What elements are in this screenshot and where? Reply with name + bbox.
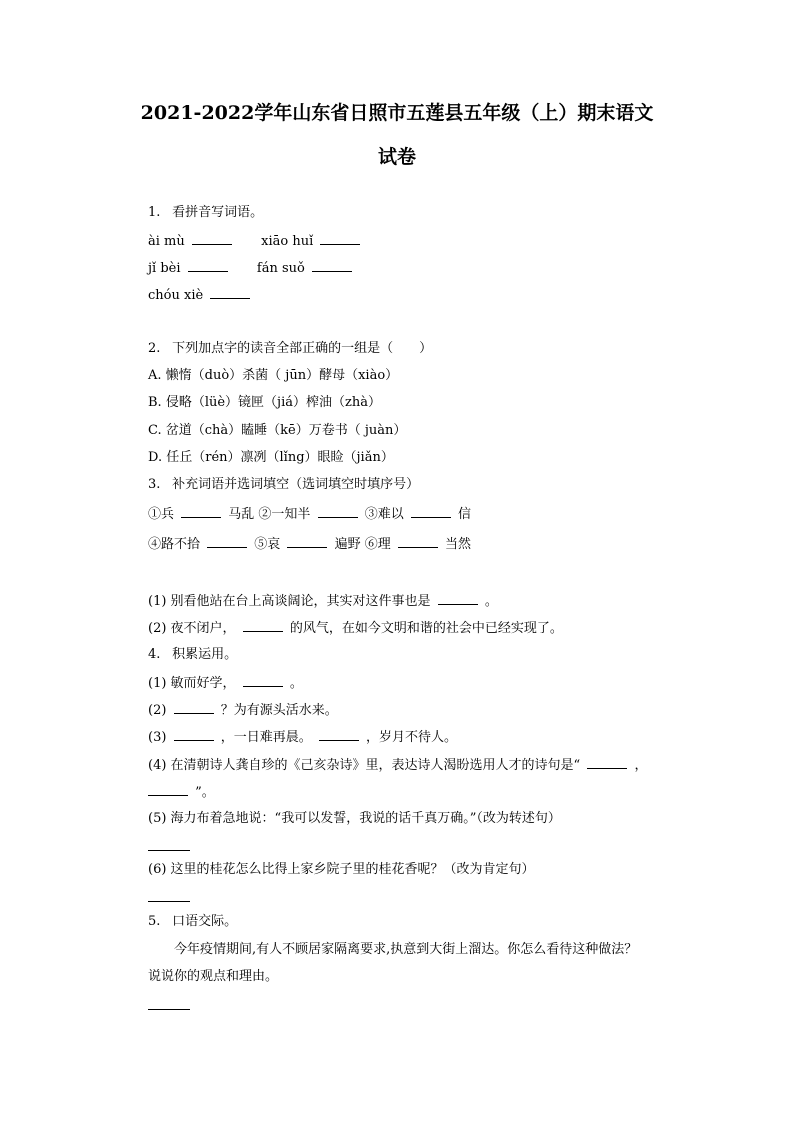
answer-blank[interactable] [148, 997, 190, 1010]
sentence-end: 的风气，在如今文明和谐的社会中已经实现了。 [289, 621, 563, 636]
q2-stem: 下列加点字的读音全部正确的一组是（ ） [172, 341, 433, 356]
item-text: (2) [148, 703, 167, 718]
answer-blank[interactable] [148, 889, 190, 902]
item-text: (3) [148, 730, 167, 745]
answer-blank[interactable] [243, 674, 283, 687]
item-end: ”。 [195, 785, 215, 800]
q3-words-row2 [148, 535, 471, 554]
q3-sentence-2 [148, 619, 563, 638]
word-2: 马乱 ②一知半 [228, 507, 311, 522]
answer-blank[interactable] [188, 259, 228, 272]
q4-number: 4. [148, 647, 161, 662]
sentence-text: (2) 夜不闭户， [148, 621, 236, 636]
item-mid: ， [634, 758, 648, 773]
q2-option-c[interactable]: C. 岔道（chà）瞌睡（kē）万卷书（ juàn） [148, 423, 407, 438]
item-end: 。 [289, 676, 303, 691]
q4-item-6: (6) 这里的桂花怎么比得上家乡院子里的桂花香呢？（改为肯定句） [148, 862, 535, 877]
q4-item-2 [148, 701, 338, 720]
item-mid: ，一日难再晨。 [220, 730, 312, 745]
q4-item-4 [148, 756, 648, 775]
q5-number: 5. [148, 914, 161, 929]
q5-paragraph-2: 说说你的观点和理由。 [148, 969, 279, 984]
q2-option-d[interactable]: D. 任丘（rén）凛冽（lǐng）眼睑（jiǎn） [148, 450, 394, 465]
q4-stem-line [148, 646, 237, 664]
answer-blank[interactable] [148, 783, 188, 796]
item-text: (4) 在清朝诗人龚自珍的《己亥杂诗》里，表达诗人渴盼选用人才的诗句是“ [148, 758, 581, 773]
word-5: ⑤哀 [254, 537, 281, 552]
q5-answer [148, 997, 193, 1016]
q2-option-a[interactable]: A. 懒惰（duò）杀菌（ jūn）酵母（xiào） [148, 368, 399, 383]
pinyin-1: ài mù [148, 234, 185, 249]
exam-title-line1: 2021-2022学年山东省日照市五莲县五年级（上）期末语文 [140, 102, 654, 124]
answer-blank[interactable] [320, 232, 360, 245]
answer-blank[interactable] [411, 505, 451, 518]
q4-item-4-cont [148, 783, 215, 802]
exam-title-line2: 试卷 [377, 146, 416, 168]
word-3-end: 信 [458, 507, 472, 522]
word-1: ①兵 [148, 507, 175, 522]
q4-item-5: (5) 海力布着急地说：“我可以发誓，我说的话千真万确。”（改为转述句） [148, 811, 561, 826]
sentence-end: 。 [484, 594, 498, 609]
answer-blank[interactable] [438, 592, 478, 605]
item-text: (1) 敏而好学， [148, 676, 236, 691]
pinyin-3: jǐ bèi [148, 261, 181, 276]
item-end: ？为有源头活水来。 [220, 703, 338, 718]
answer-blank[interactable] [587, 756, 627, 769]
q5-stem-line [148, 913, 237, 931]
q5-stem: 口语交际。 [172, 914, 238, 929]
answer-blank[interactable] [174, 728, 214, 741]
answer-blank[interactable] [148, 838, 190, 851]
pinyin-5: chóu xiè [148, 288, 204, 303]
pinyin-4: fán suǒ [256, 261, 305, 276]
item-end: ，岁月不待人。 [366, 730, 458, 745]
q5-prompt: 今年疫情期间,有人不顾居家隔离要求,执意到大街上溜达。你怎么看待这种做法？ [174, 942, 638, 957]
q3-number: 3. [148, 477, 161, 492]
answer-blank[interactable] [319, 728, 359, 741]
sentence-text: (1) 别看他站在台上高谈阔论，其实对这件事也是 [148, 594, 431, 609]
q3-stem-line [148, 476, 419, 494]
answer-blank[interactable] [312, 259, 352, 272]
q2-stem-line [148, 340, 432, 358]
answer-blank[interactable] [207, 535, 247, 548]
q3-stem: 补充词语并选词填空（选词填空时填序号） [172, 477, 420, 492]
answer-blank[interactable] [181, 505, 221, 518]
answer-blank[interactable] [287, 535, 327, 548]
q3-sentence-1 [148, 592, 498, 611]
q1-stem: 看拼音写词语。 [172, 205, 264, 220]
answer-blank[interactable] [192, 232, 232, 245]
answer-blank[interactable] [174, 701, 214, 714]
word-6: 遍野 ⑥理 [334, 537, 391, 552]
q4-item-6-answer [148, 889, 193, 908]
q1-row2 [148, 259, 355, 278]
word-3: ③难以 [364, 507, 404, 522]
answer-blank[interactable] [398, 535, 438, 548]
q1-stem-line [148, 204, 263, 222]
word-4: ④路不拾 [148, 537, 201, 552]
q1-row3 [148, 286, 253, 305]
q1-row1 [148, 232, 363, 251]
q2-number: 2. [148, 341, 161, 356]
q4-stem: 积累运用。 [172, 647, 238, 662]
answer-blank[interactable] [243, 619, 283, 632]
answer-blank[interactable] [318, 505, 358, 518]
q2-option-b[interactable]: B. 侵略（lüè）镜匣（jiá）榨油（zhà） [148, 395, 381, 410]
q5-paragraph-1 [148, 941, 637, 959]
q4-item-3 [148, 728, 457, 747]
word-6-end: 当然 [445, 537, 472, 552]
q4-item-1 [148, 674, 303, 693]
q3-words-row1 [148, 505, 471, 524]
pinyin-2: xiāo huǐ [261, 234, 314, 249]
q1-number: 1. [148, 205, 161, 220]
q4-item-5-answer [148, 838, 193, 857]
answer-blank[interactable] [210, 286, 250, 299]
